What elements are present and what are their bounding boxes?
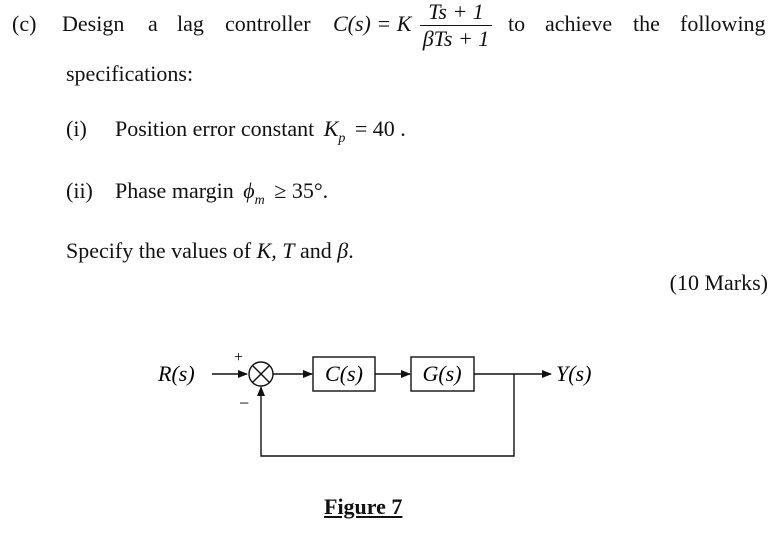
intro-line2: specifications: <box>66 61 194 86</box>
spec-ii-text <box>115 178 328 214</box>
summing-junction <box>249 362 273 386</box>
input-label: R(s) <box>158 361 195 386</box>
question-label: (c) <box>12 11 37 36</box>
block-diagram <box>0 330 780 480</box>
spec-i-label: (i) <box>66 116 87 141</box>
intro-word-controller: controller <box>225 11 311 36</box>
fraction-denominator: βTs + 1 <box>422 26 490 51</box>
instruction-line <box>66 238 354 264</box>
spec-ii-relation: ≥ 35°. <box>274 178 329 203</box>
intro-tail-the: the <box>633 11 660 36</box>
controller-block-label: C(s) <box>325 361 363 386</box>
instruction-beta: β <box>337 238 349 263</box>
intro-word-design: Design <box>62 11 125 36</box>
intro-word-lag: lag <box>177 11 204 36</box>
feedback-path <box>261 374 514 456</box>
instruction-vars: K, T <box>256 238 295 263</box>
spec-i-symbol: K <box>323 116 339 141</box>
instruction-mid: and <box>300 238 332 263</box>
output-label: Y(s) <box>556 361 592 386</box>
marks: (10 Marks) <box>669 270 768 295</box>
spec-ii-label: (ii) <box>66 178 93 203</box>
spec-i-relation: = 40 . <box>354 116 406 141</box>
fraction-numerator: Ts + 1 <box>428 0 484 24</box>
spec-i-description: Position error constant <box>115 116 315 141</box>
spec-ii-description: Phase margin <box>115 178 234 203</box>
spec-ii-symbol: ϕ <box>243 178 255 203</box>
intro-tail-following: following <box>680 11 766 36</box>
spec-i-text <box>115 116 406 152</box>
plant-block-label: G(s) <box>422 361 462 386</box>
instruction-pre: Specify the values of <box>66 238 252 263</box>
minus-sign: − <box>239 393 250 413</box>
spec-i-subscript: p <box>338 131 346 146</box>
intro-word-a: a <box>148 11 158 36</box>
plus-sign: + <box>234 349 244 366</box>
spec-ii-subscript: m <box>254 193 265 208</box>
controller-fraction <box>420 0 492 51</box>
controller-lhs: C(s) = K <box>333 11 412 36</box>
intro-tail-to: to <box>508 11 526 36</box>
instruction-end: . <box>348 238 354 263</box>
figure-caption: Figure 7 <box>324 494 403 519</box>
intro-tail-achieve: achieve <box>545 11 613 36</box>
